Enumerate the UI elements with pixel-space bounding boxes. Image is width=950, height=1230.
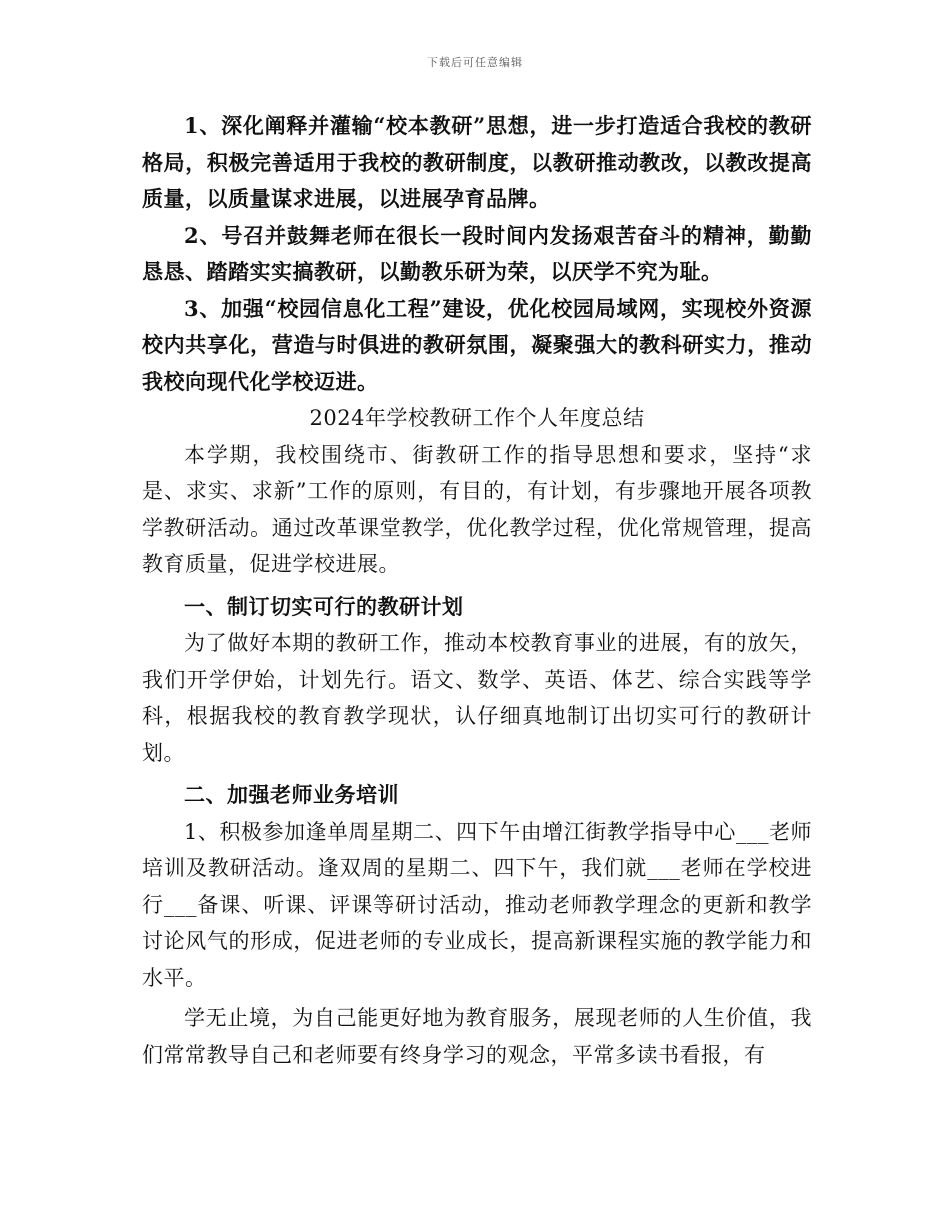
section-2-body-1: 1、积极参加逢单周星期二、四下午由增江街教学指导中心___老师培训及教研活动。逢双周的星期二、四下午，我们就___老师在学校进行___备课、听课、评课等研讨活动，推动老师教学理念的更新和教学讨论风气的形成，促进老师的专业成长，提高新课程实施的教学能力和水平。 xyxy=(142,819,812,990)
intro-paragraph: 本学期，我校围绕市、街教研工作的指导思想和要求，坚持“求是、求实、求新”工作的原则，有目的，有计划，有步骤地开展各项教学教研活动。通过改革课堂教学，优化教学过程，优化常规管理，提高教育质量，促进学校进展。 xyxy=(142,442,812,576)
section-2-body-2: 学无止境，为自己能更好地为教育服务，展现老师的人生价值，我们常常教导自己和老师要有终身学习的观念，平常多读书看报，有 xyxy=(142,1006,812,1067)
section-1-body: 为了做好本期的教研工作，推动本校教育事业的进展，有的放矢，我们开学伊始，计划先行。语文、数学、英语、体艺、综合实践等学科，根据我校的教育教学现状，认仔细真地制订出切实可行的教研计划。 xyxy=(142,631,812,765)
page-header: 下载后可任意编辑 xyxy=(427,56,523,69)
document-body xyxy=(142,108,812,1073)
list-item-3: 3、加强“校园信息化工程”建设，优化校园局域网，实现校外资源校内共享化，营造与时俱进的教研氛围，凝聚强大的教科研实力，推动我校向现代化学校迈进。 xyxy=(142,295,812,394)
section-1-heading: 一、制订切实可行的教研计划 xyxy=(184,593,464,619)
section-2-heading: 二、加强老师业务培训 xyxy=(184,782,399,807)
list-item-2: 2、号召并鼓舞老师在很长一段时间内发扬艰苦奋斗的精神，勤勤恳恳、踏踏实实搞教研，以勤教乐研为荣，以厌学不究为耻。 xyxy=(142,222,812,284)
list-item-1: 1、深化阐释并灌输“校本教研”思想，进一步打造适合我校的教研格局，积极完善适用于我校的教研制度，以教研推动教改，以教改提高质量，以质量谋求进展，以进展孕育品牌。 xyxy=(142,113,812,211)
document-title: 2024年学校教研工作个人年度总结 xyxy=(309,406,645,430)
